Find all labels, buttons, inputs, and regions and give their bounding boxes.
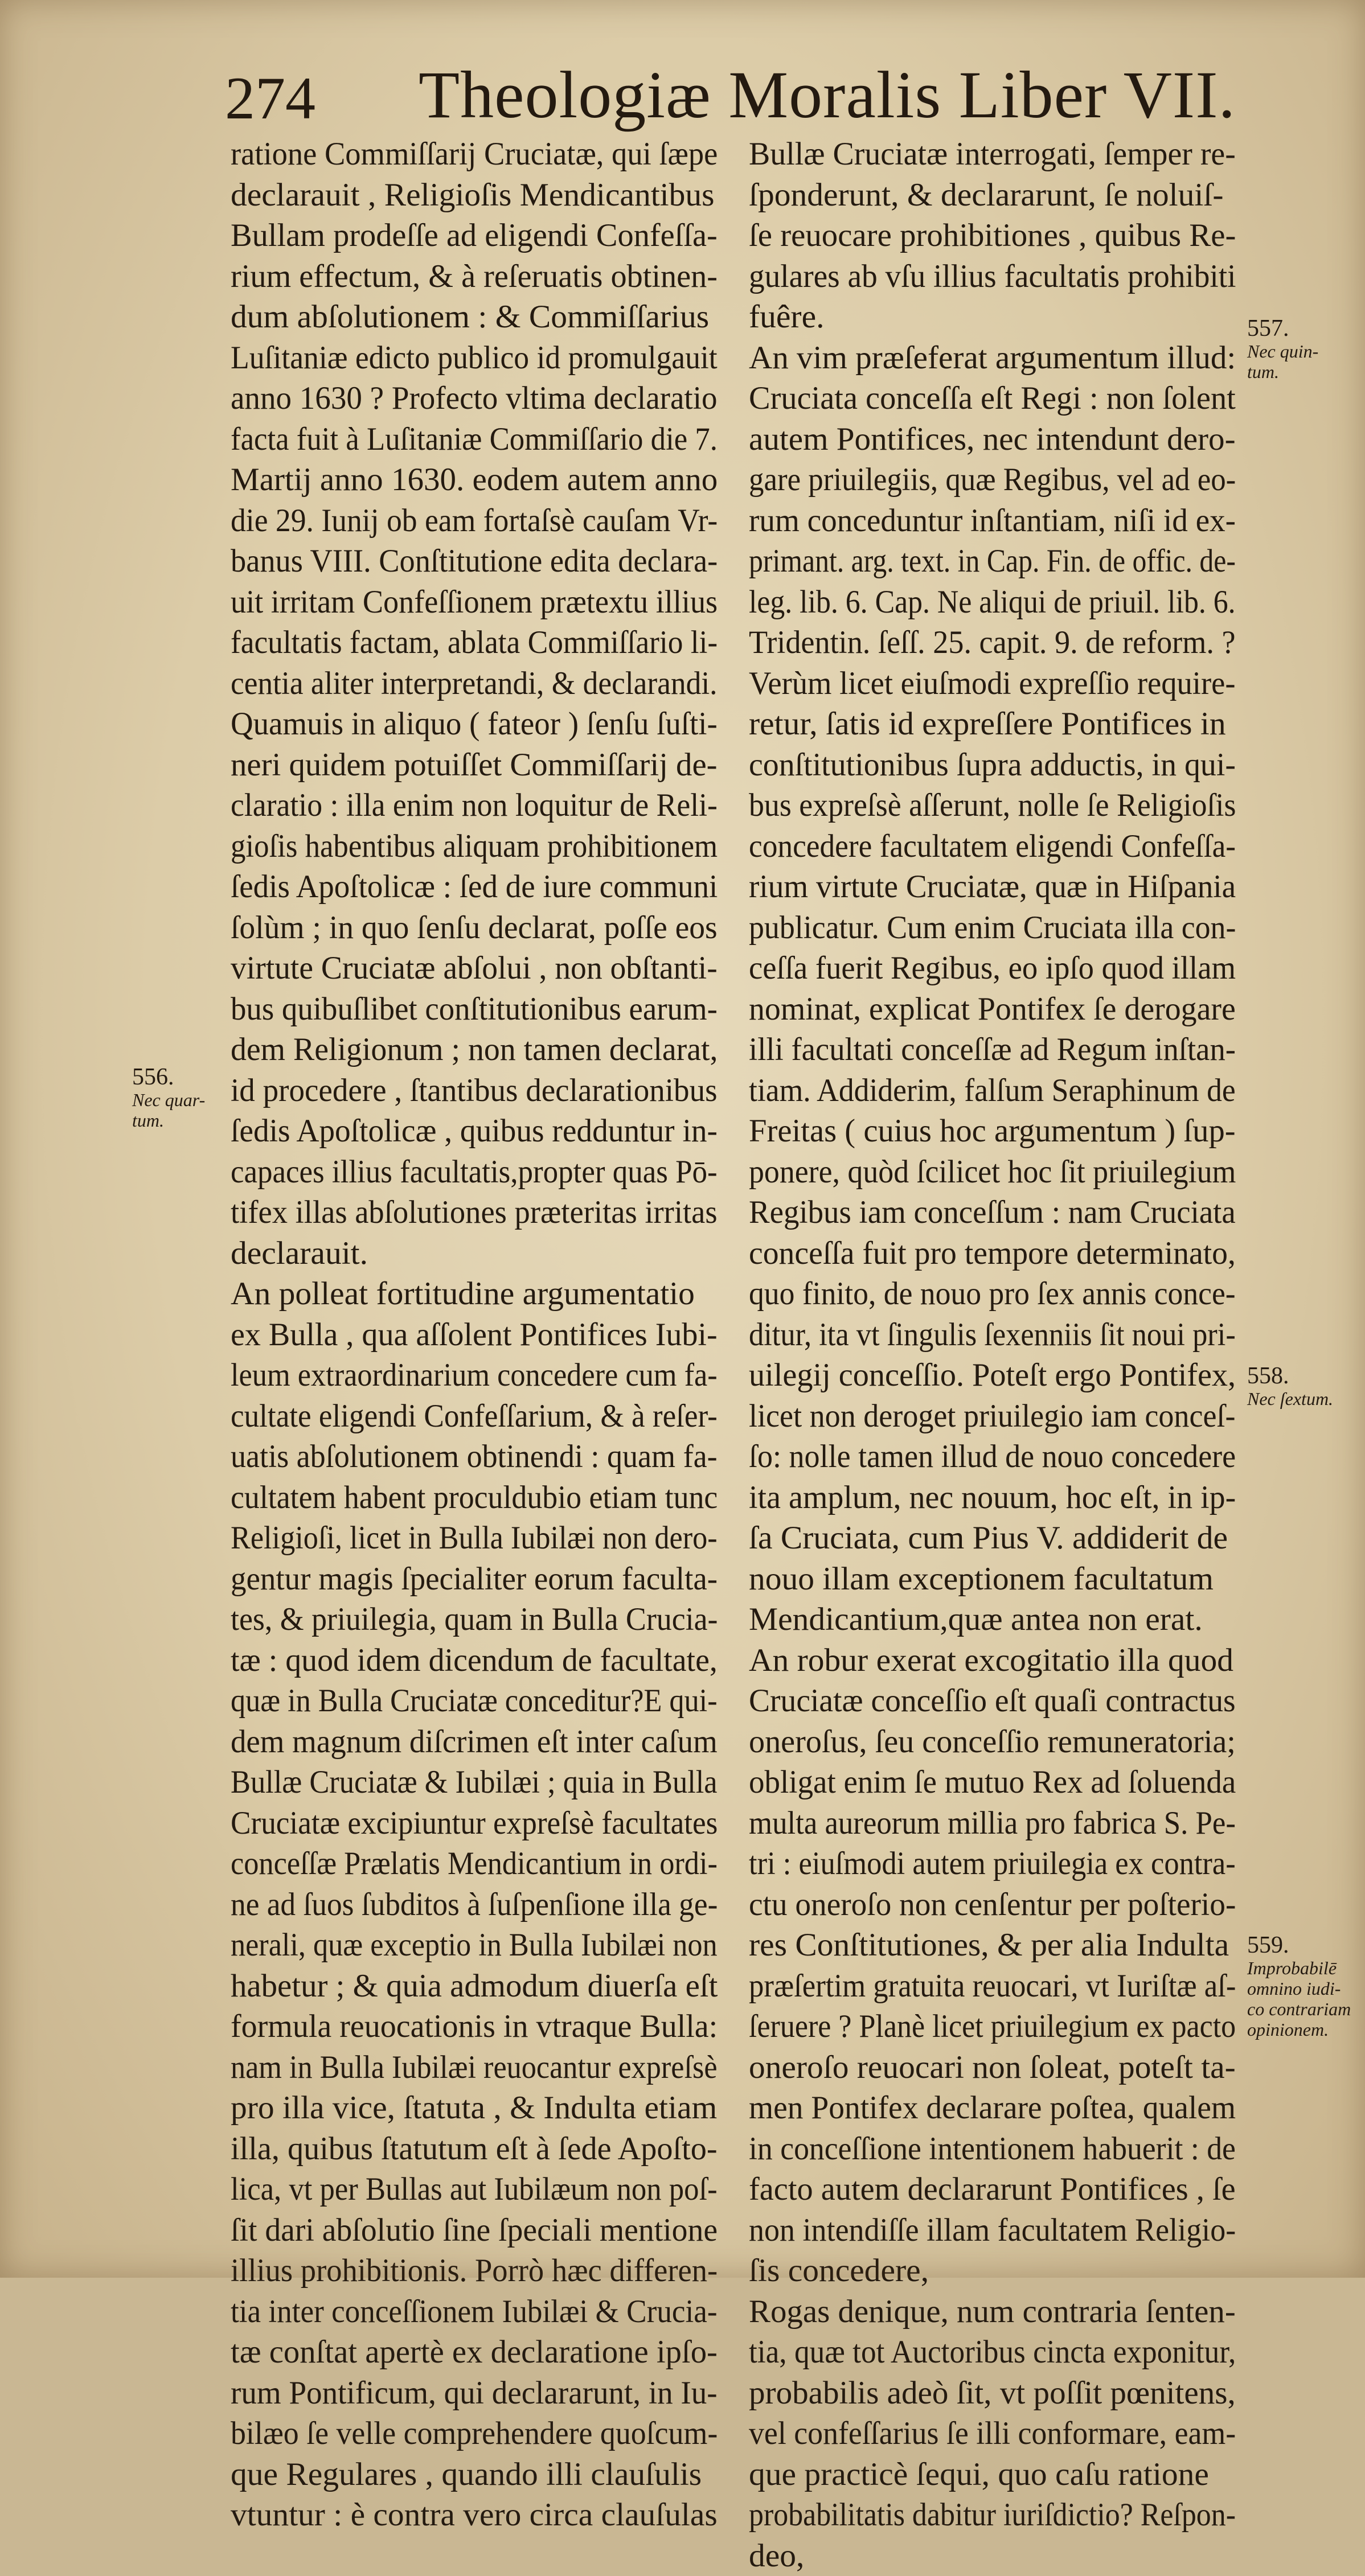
- text-line: rum Pontificum, qui declararunt, in Iu-: [231, 2373, 744, 2414]
- text-line: quæ in Bulla Cruciatæ conceditur?E qui-: [231, 1681, 718, 1722]
- margin-note-558: [1247, 1363, 1333, 1409]
- text-line: ita amplum, nec nouum, hoc eſt, in ip-: [749, 1477, 1297, 1518]
- text-line: Tridentin. ſeſſ. 25. capit. 9. de reform. ?: [749, 622, 1279, 663]
- text-line: Martij anno 1630. eodem autem anno: [231, 459, 762, 500]
- text-line: cultatem habent proculdubio etiam tunc: [231, 1477, 732, 1518]
- text-line: vel confeſſarius ſe illi conformare, eam-: [749, 2413, 1276, 2454]
- text-line: nam in Bulla Iubilæi reuocantur expreſsè: [231, 2047, 718, 2088]
- text-line: Cruciatæ excipiuntur expreſsè facultates: [231, 1803, 726, 1844]
- text-line: ponere, quòd ſcilicet hoc ſit priuilegium: [749, 1152, 1276, 1193]
- text-line: tia inter conceſſionem Iubilæi & Crucia-: [231, 2291, 725, 2332]
- text-line: Luſitaniæ edicto publico id promulgauit: [231, 338, 730, 379]
- text-line: licet non deroget priuilegio iam conceſ-: [749, 1396, 1278, 1437]
- text-line: cultate eligendi Confeſſarium, & à reſer-: [231, 1396, 725, 1437]
- text-line: retur, ſatis id expreſſere Pontifices in: [749, 704, 1311, 745]
- text-line: Verùm licet eiuſmodi expreſſio require-: [749, 663, 1282, 704]
- text-line: tes, & priuilegia, quam in Bulla Crucia-: [231, 1599, 732, 1640]
- margin-note-559: [1247, 1933, 1351, 2040]
- text-line: banus VIII. Conſtitutione edita declara-: [231, 541, 737, 582]
- text-line: Regibus iam conceſſum : nam Cruciata: [749, 1192, 1286, 1233]
- text-line: multa aureorum millia pro fabrica S. Pe-: [749, 1803, 1265, 1844]
- margin-note-number: 559.: [1247, 1933, 1351, 1958]
- text-line: bilæo ſe velle comprehendere quoſcum-: [231, 2413, 732, 2454]
- text-line: gioſis habentibus aliquam prohibitionem: [231, 826, 723, 867]
- text-line: ſponderunt, & declararunt, ſe noluiſ-: [749, 175, 1311, 216]
- text-line: dem magnum diſcrimen eſt inter caſum: [231, 1722, 742, 1762]
- text-line: die 29. Iunij ob eam fortaſsè cauſam Vr-: [231, 500, 730, 541]
- text-line: bus quibuſlibet conſtitutionibus earum-: [231, 989, 742, 1030]
- margin-note-line: opinionem.: [1247, 2019, 1351, 2040]
- text-line: vtuntur : è contra vero circa clauſulas: [231, 2495, 766, 2536]
- text-line: neri quidem potuiſſet Commiſſarij de-: [231, 745, 760, 786]
- text-line: Bullæ Cruciatæ & Iubilæi ; quia in Bulla: [231, 1762, 719, 1803]
- text-line: facta fuit à Luſitaniæ Commiſſario die 7.: [231, 419, 723, 460]
- text-line: An polleat fortitudine argumentatio: [231, 1273, 766, 1314]
- text-line: nouo illam exceptionem facultatum: [749, 1559, 1311, 1600]
- text-line: formula reuocationis in vtraque Bulla:: [231, 2006, 752, 2047]
- page-number: 274: [225, 68, 315, 129]
- text-line: rium virtute Cruciatæ, quæ in Hiſpania: [749, 866, 1289, 907]
- margin-note-557: [1247, 316, 1318, 382]
- text-line: non intendiſſe illam facultatem Religio-: [749, 2210, 1277, 2251]
- text-line: lica, vt per Bullas aut Iubilæum non poſ-: [231, 2169, 722, 2210]
- margin-note-number: 556.: [132, 1065, 205, 1090]
- left-text-column: [231, 134, 766, 2536]
- text-line: ſit dari abſolutio ſine ſpeciali mentione: [231, 2210, 749, 2251]
- text-line: concedere facultatem eligendi Confeſſa-: [749, 826, 1271, 867]
- text-line: que Regulares , quando illi clauſulis: [231, 2454, 766, 2495]
- text-line: uilegij conceſſio. Poteſt ergo Pontifex,: [749, 1355, 1300, 1396]
- text-line: oneroſus, ſeu conceſſio remuneratoria;: [749, 1722, 1298, 1762]
- text-line: Cruciatæ conceſſio eſt quaſi contractus: [749, 1681, 1292, 1722]
- text-line: illius prohibitionis. Porrò hæc differen-: [231, 2250, 739, 2291]
- text-line: nerali, quæ exceptio in Bulla Iubilæi non: [231, 1925, 718, 1966]
- running-title: Theologiæ Moralis Liber VII.: [419, 61, 1236, 129]
- text-line: tri : eiuſmodi autem priuilegia ex contra-: [749, 1843, 1262, 1884]
- text-line: gulares ab vſu illius facultatis prohibiti: [749, 256, 1290, 297]
- text-line: probabilitatis dabitur iuriſdictio? Reſpon-: [749, 2495, 1257, 2536]
- text-line: id procedere , ſtantibus declarationibus: [231, 1070, 744, 1111]
- text-line: ſe reuocare prohibitiones , quibus Re-: [749, 215, 1305, 256]
- text-line: que practicè ſequi, quo caſu ratione: [749, 2454, 1311, 2495]
- margin-note-line: Improbabilē: [1247, 1958, 1351, 1978]
- margin-note-line: Nec quar-: [132, 1090, 205, 1110]
- text-line: leg. lib. 6. Cap. Ne aliqui de priuil. lib. 6.: [749, 582, 1256, 623]
- margin-note-line: tum.: [132, 1110, 205, 1131]
- text-line: Bullam prodeſſe ad eligendi Confeſſa-: [231, 215, 756, 256]
- text-line: ſolùm ; in quo ſenſu declarat, poſſe eos: [231, 907, 748, 948]
- text-line: Bullæ Cruciatæ interrogati, ſemper re-: [749, 134, 1296, 175]
- text-line: ceſſa fuerit Regibus, eo ipſo quod illam: [749, 948, 1284, 989]
- text-line: tia, quæ tot Auctoribus cincta exponitur,: [749, 2332, 1270, 2373]
- text-line: oneroſo reuocari non ſoleat, poteſt ta-: [749, 2047, 1311, 2088]
- text-line: declarauit , Religioſis Mendicantibus: [231, 175, 766, 216]
- text-line: præſertim gratuita reuocari, vt Iuriſtæ aſ-: [749, 1966, 1265, 2007]
- text-line: An robur exerat excogitatio illa quod: [749, 1640, 1311, 1681]
- text-line: publicatur. Cum enim Cruciata illa con-: [749, 907, 1276, 948]
- text-line: dum abſolutionem : & Commiſſarius: [231, 297, 766, 338]
- right-text-column: [749, 134, 1311, 2576]
- text-line: tiam. Addiderim, falſum Seraphinum de: [749, 1070, 1273, 1111]
- text-line: illi facultati conceſſæ ad Regum inſtan-: [749, 1029, 1284, 1070]
- text-line: dem Religionum ; non tamen declarat,: [231, 1029, 751, 1070]
- margin-note-556: [132, 1065, 205, 1131]
- text-line: anno 1630 ? Profecto vltima declaratio: [231, 378, 744, 419]
- text-line: bus expreſsè aſſerunt, nolle ſe Religioſis: [749, 785, 1276, 826]
- text-line: conceſſæ Prælatis Mendicantium in ordi-: [231, 1843, 718, 1884]
- text-line: ratione Commiſſarij Cruciatæ, qui ſæpe: [231, 134, 739, 175]
- text-line: Quamuis in aliquo ( fateor ) ſenſu ſuſti-: [231, 704, 742, 745]
- page-header: [0, 57, 1365, 131]
- text-line: in conceſſione intentionem habuerit : de: [749, 2129, 1274, 2170]
- text-line: nominat, explicat Pontifex ſe derogare: [749, 989, 1296, 1030]
- text-line: tifex illas abſolutiones præteritas irritas: [231, 1192, 739, 1233]
- text-line: ex Bulla , qua aſſolent Pontifices Iubi-: [231, 1314, 753, 1355]
- text-line: uatis abſolutionem obtinendi : quam fa-: [231, 1436, 735, 1477]
- text-line: ſo: nolle tamen illud de nouo concedere: [749, 1436, 1277, 1477]
- text-line: tæ conſtat apertè ex declaratione ipſo-: [231, 2332, 759, 2373]
- text-line: ſedis Apoſtolicæ : ſed de iure communi: [231, 866, 743, 907]
- text-line: leum extraordinarium concedere cum fa-: [231, 1355, 718, 1396]
- text-line: Cruciata conceſſa eſt Regi : non ſolent: [749, 378, 1301, 419]
- text-line: ctu oneroſo non cenſentur per poſterio-: [749, 1884, 1290, 1925]
- margin-note-number: 558.: [1247, 1363, 1333, 1388]
- text-line: uit irritam Confeſſionem prætextu illius: [231, 582, 736, 623]
- text-line: habetur ; & quia admodum diuerſa eſt: [231, 1966, 760, 2007]
- text-line: fuêre.: [749, 297, 1311, 338]
- text-line: ſedis Apoſtolicæ , quibus redduntur in-: [231, 1111, 747, 1152]
- text-line: autem Pontifices, nec intendunt dero-: [749, 419, 1307, 460]
- margin-note-number: 557.: [1247, 316, 1318, 341]
- text-line: facto autem declararunt Pontifices , ſe: [749, 2169, 1301, 2210]
- text-line: rum conceduntur inſtantiam, niſi id ex-: [749, 500, 1289, 541]
- text-line: ſa Cruciata, cum Pius V. addiderit de: [749, 1518, 1311, 1559]
- text-line: gentur magis ſpecialiter eorum faculta-: [231, 1559, 743, 1600]
- text-line: quo finito, de nouo pro ſex annis conce-: [749, 1273, 1273, 1314]
- text-line: pro illa vice, ſtatuta , & Indulta etiam: [231, 2088, 766, 2129]
- text-line: illa, quibus ſtatutum eſt à ſede Apoſto-: [231, 2129, 755, 2170]
- text-line: facultatis factam, ablata Commiſſario li-: [231, 622, 728, 663]
- text-line: ſis concedere,: [749, 2250, 1311, 2291]
- text-line: tæ : quod idem dicendum de facultate,: [231, 1640, 751, 1681]
- text-line: conſtitutionibus ſupra adductis, in qui-: [749, 745, 1296, 786]
- text-line: ne ad ſuos ſubditos à ſuſpenſione illa ge-: [231, 1884, 728, 1925]
- text-line: primant. arg. text. in Cap. Fin. de offic. de-: [749, 541, 1236, 582]
- margin-note-line: Nec quin-: [1247, 341, 1318, 361]
- text-line: Rogas denique, num contraria ſenten-: [749, 2291, 1306, 2332]
- margin-note-line: co contrariam: [1247, 1999, 1351, 2019]
- text-line: men Pontifex declarare poſtea, qualem: [749, 2088, 1292, 2129]
- text-line: centia aliter interpretandi, & declarandi.: [231, 663, 728, 704]
- text-line: Freitas ( cuius hoc argumentum ) ſup-: [749, 1111, 1303, 1152]
- text-line: deo,: [749, 2536, 1311, 2576]
- text-line: conceſſa fuit pro tempore determinato,: [749, 1233, 1294, 1274]
- text-line: Religioſi, licet in Bulla Iubilæi non dero-: [231, 1518, 718, 1559]
- text-line: capaces illius facultatis,propter quas Pō-: [231, 1152, 724, 1193]
- text-line: ſeruere ? Planè licet priuilegium ex pacto: [749, 2006, 1258, 2047]
- text-line: res Conſtitutiones, & per alia Indulta: [749, 1925, 1311, 1966]
- text-line: gare priuilegiis, quæ Regibus, vel ad eo-: [749, 459, 1266, 500]
- text-line: virtute Cruciatæ abſolui , non obſtanti-: [231, 948, 748, 989]
- text-line: ditur, ita vt ſingulis ſexenniis ſit noui pri-: [749, 1314, 1262, 1355]
- text-line: Mendicantium,quæ antea non erat.: [749, 1599, 1311, 1640]
- text-line: probabilis adeò ſit, vt poſſit pœnitens,: [749, 2373, 1307, 2414]
- text-line: rium effectum, & à reſeruatis obtinen-: [231, 256, 755, 297]
- text-line: obligat enim ſe mutuo Rex ad ſoluenda: [749, 1762, 1287, 1803]
- margin-note-line: omnino iudi-: [1247, 1978, 1351, 1999]
- margin-note-line: tum.: [1247, 361, 1318, 382]
- text-line: An vim præſeferat argumentum illud:: [749, 338, 1307, 379]
- margin-note-line: Nec ſextum.: [1247, 1388, 1333, 1409]
- text-line: declarauit.: [231, 1233, 766, 1274]
- text-line: claratio : illa enim non loquitur de Reli-: [231, 785, 731, 826]
